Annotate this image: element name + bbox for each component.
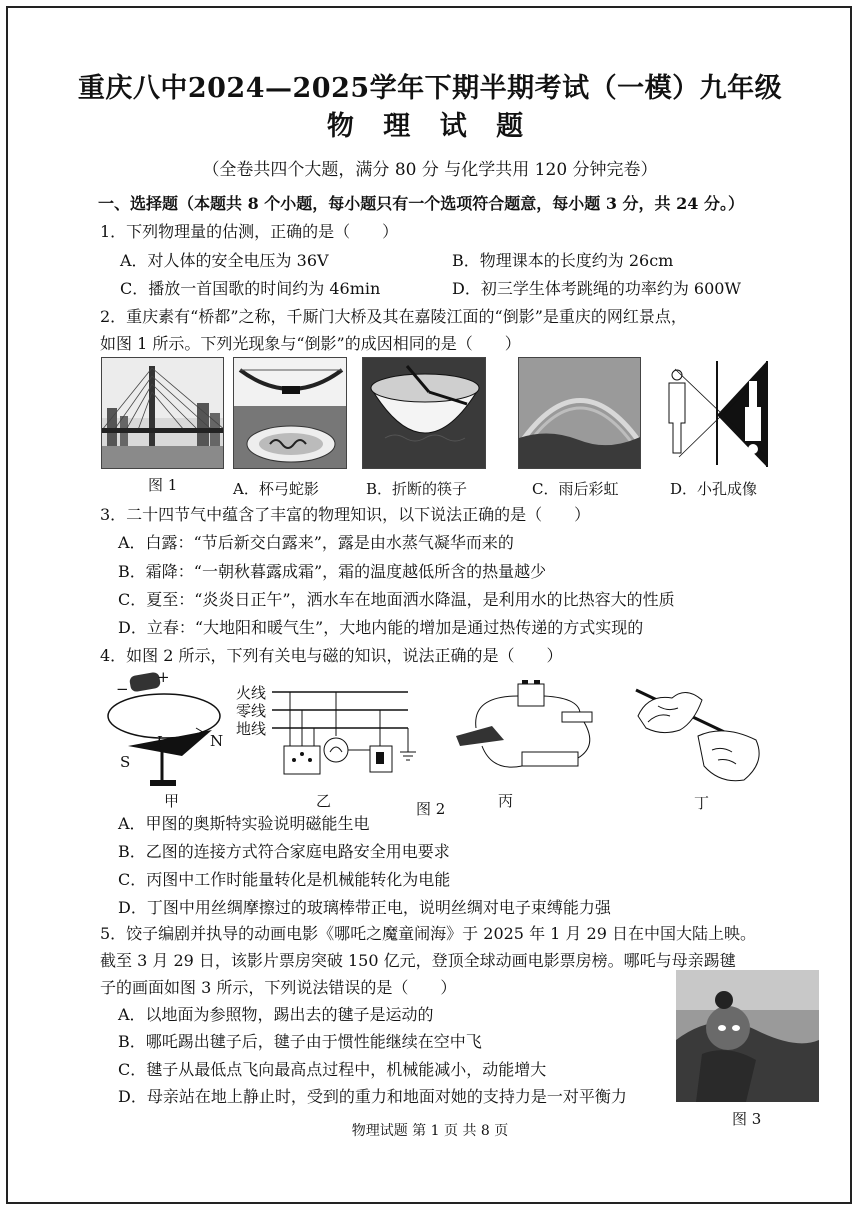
fig-yi-label: 乙 <box>316 792 332 810</box>
nezha-movie-still <box>676 970 819 1102</box>
q4-stem: 4．如图 2 所示，下列有关电与磁的知识，说法正确的是（ ） <box>100 646 563 665</box>
q5-stem-line2: 截至 3 月 29 日，该影片票房突破 150 亿元，登顶全球动画电影票房榜。哪吒与母亲踢毽 <box>100 951 736 970</box>
q1-option-d: D．初三学生体考跳绳的功率约为 600W <box>452 279 741 298</box>
q2-option-c: C．雨后彩虹 <box>532 480 619 498</box>
glass-rod-silk-drawing <box>628 676 768 786</box>
north-label: N <box>210 732 224 750</box>
q2-option-d: D．小孔成像 <box>670 480 758 498</box>
page-footer: 物理试题 第 1 页 共 8 页 <box>351 1123 509 1139</box>
q2-stem-line2: 如图 1 所示。下列光现象与“倒影”的成因相同的是（ ） <box>100 334 521 353</box>
fig-jia-label: 甲 <box>164 792 180 810</box>
household-circuit-diagram <box>272 680 422 780</box>
battery-minus: − <box>116 680 129 698</box>
bowl-chopsticks-photo <box>362 357 486 469</box>
q3-option-b: B．霜降：“一朝秋暮露成霜”，霜的温度越低所含的热量越少 <box>118 562 547 581</box>
pinhole-diagram <box>655 357 773 469</box>
q4-option-d: D．丁图中用丝绸摩擦过的玻璃棒带正电，说明丝绸对电子束缚能力强 <box>118 898 611 917</box>
ground-wire-label: 地线 <box>236 720 267 738</box>
q1-option-a: A．对人体的安全电压为 36V <box>120 251 329 270</box>
q5-option-b: B．哪吒踢出毽子后，毽子由于惯性能继续在空中飞 <box>118 1032 482 1051</box>
fig-ding-label: 丁 <box>694 794 710 812</box>
q2-option-a: A．杯弓蛇影 <box>233 480 319 498</box>
q1-option-b: B．物理课本的长度约为 26cm <box>452 251 674 270</box>
q3-option-d: D．立春：“大地阳和暖气生”，大地内能的增加是通过热传递的方式实现的 <box>118 618 644 637</box>
battery-plus: + <box>157 668 170 686</box>
bridge-photo <box>101 357 224 469</box>
q5-stem-line3: 子的画面如图 3 所示，下列说法错误的是（ ） <box>100 978 457 997</box>
q4-option-c: C．丙图中工作时能量转化是机械能转化为电能 <box>118 870 451 889</box>
q2-stem-line1: 2．重庆素有“桥都”之称，千厮门大桥及其在嘉陵江面的“倒影”是重庆的网红景点， <box>100 307 687 326</box>
q5-stem-line1: 5．饺子编剧并执导的动画电影《哪吒之魔童闹海》于 2025 年 1 月 29 日在中国大陆上映。 <box>100 924 756 943</box>
q1-option-c: C．播放一首国歌的时间约为 46min <box>120 279 381 298</box>
q3-option-c: C．夏至：“炎炎日正午”，洒水车在地面洒水降温，是利用水的比热容大的性质 <box>118 590 675 609</box>
south-label: S <box>120 753 131 771</box>
live-wire-label: 火线 <box>236 684 267 702</box>
fig2-caption: 图 2 <box>416 800 446 818</box>
rainbow-photo <box>518 357 641 469</box>
current-label: I <box>156 733 162 751</box>
section-heading: 一、选择题（本题共 8 个小题，每小题只有一个选项符合题意，每小题 3 分，共 24 分。） <box>98 194 744 213</box>
fig-bing-label: 丙 <box>498 792 514 810</box>
q4-option-b: B．乙图的连接方式符合家庭电路安全用电要求 <box>118 842 450 861</box>
exam-title: 重庆八中2024—2025学年下期半期考试（一模）九年级 <box>77 73 783 104</box>
q5-option-c: C．毽子从最低点飞向最高点过程中，机械能减小，动能增大 <box>118 1060 547 1079</box>
iron-circuit-diagram <box>452 676 612 776</box>
q3-option-a: A．白露：“节后新交白露来”，露是由水蒸气凝华而来的 <box>118 533 514 552</box>
fig3-caption: 图 3 <box>732 1110 762 1128</box>
fig1-caption: 图 1 <box>148 476 178 494</box>
q5-option-d: D．母亲站在地上静止时，受到的重力和地面对她的支持力是一对平衡力 <box>118 1087 627 1106</box>
bow-cup-photo <box>233 357 347 469</box>
exam-note: （全卷共四个大题，满分 80 分 与化学共用 120 分钟完卷） <box>202 160 658 180</box>
q5-option-a: A．以地面为参照物，踢出去的毽子是运动的 <box>118 1005 434 1024</box>
q1-stem: 1．下列物理量的估测，正确的是（ ） <box>100 222 399 241</box>
neutral-wire-label: 零线 <box>236 702 267 720</box>
q3-stem: 3．二十四节气中蕴含了丰富的物理知识，以下说法正确的是（ ） <box>100 505 591 524</box>
q4-option-a: A．甲图的奥斯特实验说明磁能生电 <box>118 814 370 833</box>
exam-subtitle: 物 理 试 题 <box>326 111 534 142</box>
q2-option-b: B．折断的筷子 <box>366 480 468 498</box>
